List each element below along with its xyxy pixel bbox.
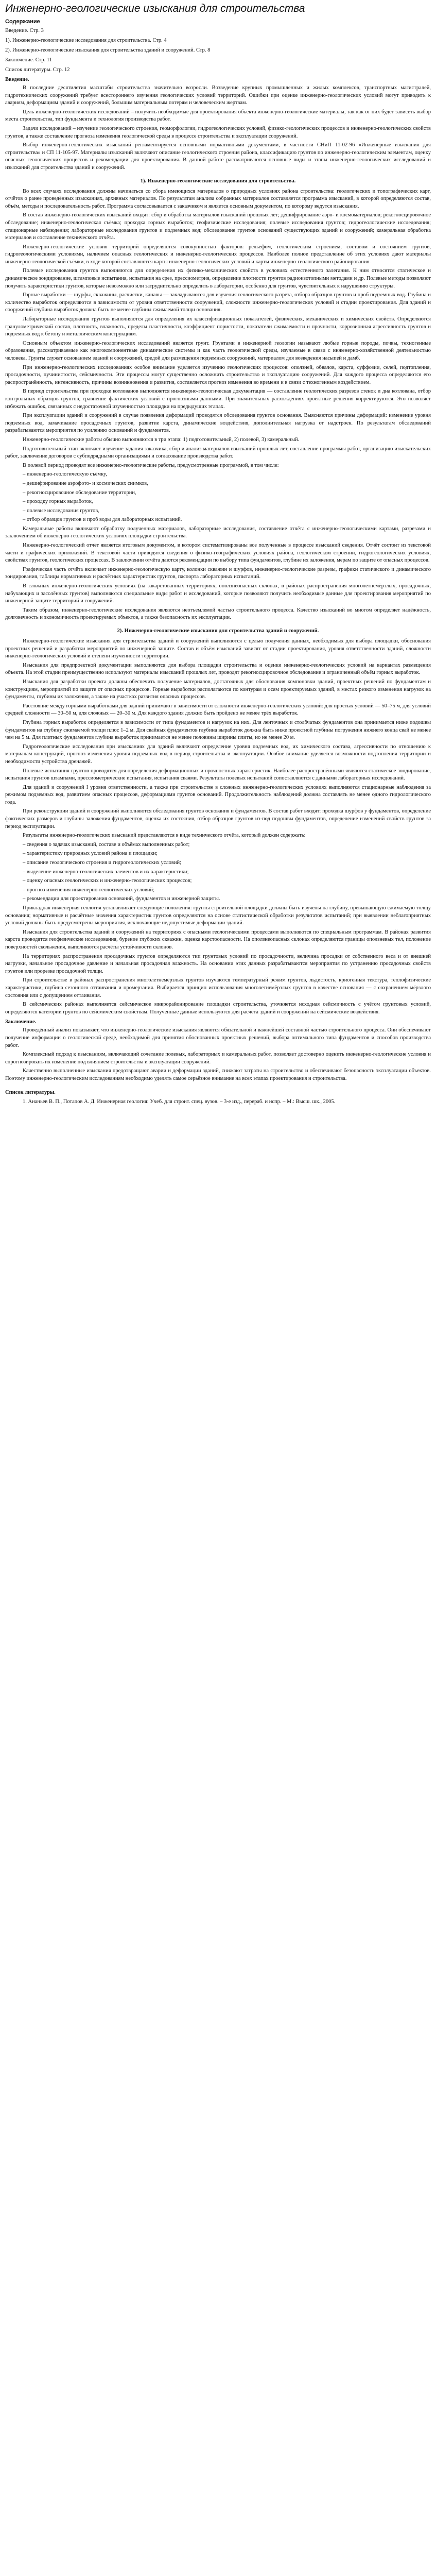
paragraph: На территориях распространения просадочных грунтов определяются тип грунтовых условий по просадочности, величина просадки от собственного веса и от внешней нагрузки, начальное просадочное давление и начальная просадочная влажность. На основании этих данных разрабатываются мероприятия по устранению просадочных свойств грунтов или прорезке просадочной толщи. — [5, 953, 431, 974]
paragraph: Расстояние между горными выработками для зданий принимают в зависимости от сложности инженерно-геологических условий: для простых условий — 50–75 м, для условий средней сложности — 30–50 м, для сложных — 20–30 м. Для каждого здания должно быть пройдено не менее трёх выработок. — [5, 703, 431, 717]
paragraph: Полевые исследования грунтов выполняются для определения их физико-механических свойств в условиях естественного залегания. К ним относятся статическое и динамическое зондирование, штамповые испытания, испытания на срез, прессиометрия, определение плотности грунтов радиоизотопными методами и др. Полевые методы позволяют получить характеристики грунтов, которые невозможно или затруднительно определить в лаборатории, особенно для грунтов, чувствительных к нарушению структуры. — [5, 268, 431, 289]
paragraph: Глубина горных выработок определяется в зависимости от типа фундаментов и нагрузок на них. Для ленточных и столбчатых фундаментов она принимается ниже подошвы фундаментов на глубину сжимаемой толщи плюс 1–2 м. Для свайных фундаментов глубина выработок должна быть ниже проектной глубины погружения нижнего конца свай не менее чем на 5 м. Для плитных фундаментов глубина выработок принимается не менее половины ширины плиты, но не менее 20 м. — [5, 719, 431, 741]
list-item: – оценку опасных геологических и инженерно-геологических процессов; — [23, 878, 192, 884]
paragraph: При инженерно-геологических исследованиях особое внимание уделяется изучению геологических процессов: оползней, обвалов, карста, суффозии, селей, подтопления, просадочности, пучинистости, сейсмичности. Эти процессы могут существенно осложнить строительство и эксплуатацию сооружений. Для каждого процесса определяются его распространённость, интенсивность, причины возникновения и развития, составляется прогноз изменения во времени и в связи с техногенным воздействием. — [5, 364, 431, 385]
paragraph: Инженерно-геологический отчёт является итоговым документом, в котором систематизированы все полученные в процессе изысканий сведения. Отчёт состоит из текстовой части и графических приложений. В текстовой части приводятся сведения о физико-географических условиях района, геологическом строении, гидрогеологических условиях, свойствах грунтов, геологических процессах. В заключении отчёта даются рекомендации по выбору типа фундаментов, глубине их заложения, мерам по защите от опасных процессов. — [5, 543, 431, 564]
paragraph: Графическая часть отчёта включает инженерно-геологическую карту, колонки скважин и шурфов, инженерно-геологические разрезы, графики статического и динамического зондирования, таблицы нормативных и расчётных характеристик грунтов, паспорта лабораторных испытаний. — [5, 566, 431, 580]
section-2 — [5, 628, 431, 1016]
document-title: Инженерно-геологические изыскания для строительства — [5, 3, 305, 14]
paragraph: Подготовительный этап включает изучение задания заказчика, сбор и анализ материалов изысканий прошлых лет, составление программы работ, организацию изыскательских работ, заключение договоров с субподрядными организациями и согласование производства работ. — [5, 446, 431, 460]
paragraph: В последние десятилетия масштабы строительства значительно возросли. Возведение крупных промышленных и жилых комплексов, транспортных магистралей, гидротехнических сооружений требует всестороннего изучения геологических условий территорий. Ошибки при оценке инженерно-геологических условий могут приводить к авариям, деформациям зданий и сооружений, большим материальным потерям и человеческим жертвам. — [5, 85, 431, 106]
reference-item: 1. Ананьев В. П., Потапов А. Д. Инженерная геология: Учеб. для строит. спец. вузов. – 3-е изд., перераб. и испр. – М.: Высш. шк., 2005. — [23, 1099, 336, 1105]
toc-item: 2). Инженерно-геологические изыскания для строительства зданий и сооружений. Стр. 8 — [5, 47, 211, 53]
list-item: – рекогносцировочное обследование территории, — [23, 489, 136, 496]
paragraph: Таким образом, инженерно-геологические исследования являются неотъемлемой частью строительного процесса. Качество изысканий во многом определяет надёжность, долговечность и экономичность проектируемых объектов, а также безопасность их эксплуатации. — [5, 607, 431, 621]
paragraph: В полевой период проводят все инженерно-геологические работы, предусмотренные программой, в том числе: — [23, 462, 279, 468]
toc-item: Список литературы. Стр. 12 — [5, 67, 70, 73]
table-of-contents — [5, 19, 431, 74]
paragraph: Лабораторные исследования грунтов выполняются для определения их классификационных показателей, физических, механических и химических свойств. Определяются гранулометрический состав, плотность, влажность, пределы пластичности, коэффициент пористости, показатели сжимаемости и прочности, коррозионная агрессивность грунтов и подземных вод к бетону и металлическим конструкциям. — [5, 316, 431, 337]
paragraph: Гидрогеологические исследования при изысканиях для зданий включают определение уровня подземных вод, их химического состава, агрессивности по отношению к материалам конструкций, прогноз изменения уровня подземных вод в период строительства и эксплуатации. Особое внимание уделяется возможности подтопления территории и необходимости устройства дренажей. — [5, 743, 431, 765]
toc-heading: Содержание — [5, 19, 40, 25]
paragraph: Изыскания для предпроектной документации выполняются для выбора площадки строительства и оценки инженерно-геологических условий на вариантах размещения объекта. На этой стадии преимущественно используют материалы изысканий прошлых лет, проводят рекогносцировочное обследование и ограниченный объём горных выработок. — [5, 662, 431, 676]
paragraph: Инженерно-геологические условия территорий определяются совокупностью факторов: рельефом, геологическим строением, составом и состоянием грунтов, гидрогеологическими условиями, наличием опасных геологических и инженерно-геологических процессов. Наиболее полное представление об этих условиях дают материалы инженерно-геологической съёмки, в ходе которой составляются карты инженерно-геологических условий и карты инженерно-геологического районирования. — [5, 244, 431, 265]
references-section — [5, 1090, 431, 1106]
paragraph: Проведённый анализ показывает, что инженерно-геологические изыскания являются обязательной и важнейшей составной частью строительного процесса. Они обеспечивают получение информации о геологической среде, необходимой для принятия обоснованных проектных решений, выбора оптимального типа фундаментов и способов производства работ. — [5, 1027, 431, 1048]
paragraph: Выбор инженерно-геологических изысканий регламентируется основными нормативными документами, в частности СНиП 11-02-96 «Инженерные изыскания для строительства» и СП 11-105-97. Материалы изысканий включают описание геологического строения района, классификацию грунтов по инженерно-геологическим элементам, оценку опасных геологических процессов и рекомендации для проектирования. В данной работе рассматриваются основные виды и этапы инженерно-геологических исследований и изысканий для строительства зданий и сооружений. — [5, 142, 431, 171]
paragraph: Результаты инженерно-геологических изысканий представляются в виде технического отчёта, который должен содержать: — [23, 833, 306, 839]
paragraph: В сейсмических районах выполняется сейсмическое микрорайонирование площадки строительства, уточняется исходная сейсмичность с учётом грунтовых условий, определяются категории грунтов по сейсмическим свойствам. Полученные данные используются для расчёта зданий и сооружений на сейсмические воздействия. — [5, 1002, 431, 1015]
conclusion-heading: Заключение. — [5, 1019, 37, 1025]
list-item: – дешифрирование аэрофото- и космических снимков, — [23, 480, 148, 486]
list-item: – описание геологического строения и гидрогеологических условий; — [23, 860, 181, 866]
paragraph: Инженерно-геологические изыскания для строительства зданий и сооружений выполняются с целью получения данных, необходимых для выбора площадки, обоснования проектных решений и разработки мероприятий по инженерной защите. Состав и объём изысканий зависят от стадии проектирования, уровня ответственности зданий, сложности инженерно-геологических условий и степени изученности территории. — [5, 638, 431, 659]
list-item: – полевые исследования грунтов, — [23, 507, 99, 514]
paragraph: Инженерно-геологические работы обычно выполняются в три этапа: 1) подготовительный, 2) полевой, 3) камеральный. — [23, 436, 300, 443]
introduction-heading: Введение. — [5, 77, 29, 82]
document-page — [0, 0, 436, 1109]
list-item: – характеристику природных условий района и площадки; — [23, 851, 158, 857]
paragraph: Основным объектом инженерно-геологических исследований является грунт. Грунтами в инженерной геологии называют любые горные породы, почвы, техногенные образования, рассматриваемые как многокомпонентные динамические системы и как часть геологической среды, изучаемые в связи с инженерно-хозяйственной деятельностью человека. Грунты служат основанием зданий и сооружений, средой для размещения подземных сооружений, материалом для возведения насыпей и дамб. — [5, 340, 431, 361]
paragraph: В сложных инженерно-геологических условиях (на закарстованных территориях, оползнеопасных склонах, в районах распространения многолетнемёрзлых, просадочных, набухающих и засолённых грунтов) выполняются специальные виды работ и исследований, которые позволяют получить необходимые данные для проектирования мероприятий по инженерной защите территорий и сооружений. — [5, 583, 431, 604]
list-item: – выделение инженерно-геологических элементов и их характеристики; — [23, 869, 189, 875]
paragraph: Комплексный подход к изысканиям, включающий сочетание полевых, лабораторных и камеральных работ, позволяет достоверно оценить инженерно-геологические условия и спрогнозировать их изменение под влиянием строительства и эксплуатации сооружений. — [5, 1052, 431, 1065]
section-heading: 1). Инженерно-геологические исследования для строительства. — [140, 178, 296, 184]
toc-item: 1). Инженерно-геологические исследования для строительства. Стр. 4 — [5, 38, 167, 43]
paragraph: Во всех случаях исследования должны начинаться со сбора имеющихся материалов о природных условиях района строительства: геологических и топографических карт, отчётов о ранее проведённых изысканиях, архивных материалов. По результатам анализа собранных материалов составляется программа изысканий, в которой определяются состав, объём, методы и последовательность работ. Программа согласовывается с заказчиком и является основным документом, по которому ведутся изыскания. — [5, 188, 431, 209]
paragraph: Полевые испытания грунтов проводятся для определения деформационных и прочностных характеристик. Наиболее распространёнными являются статическое зондирование, испытания грунтов штампами, прессиометрические испытания, испытания сваями. Результаты полевых испытаний сопоставляются с данными лабораторных исследований. — [5, 768, 431, 782]
paragraph: Горные выработки — шурфы, скважины, расчистки, канавы — закладываются для изучения геологического разреза, отбора образцов грунтов и проб подземных вод. Глубина и количество выработок определяются в зависимости от уровня ответственности сооружений, сложности инженерно-геологических условий и стадии проектирования. Для зданий и сооружений глубина выработок должна быть не менее глубины сжимаемой толщи основания. — [5, 292, 431, 313]
list-item: – инженерно-геологическую съёмку, — [23, 471, 107, 478]
list-item: – рекомендации для проектирования оснований, фундаментов и инженерной защиты. — [23, 896, 220, 902]
paragraph: Для зданий и сооружений I уровня ответственности, а также при строительстве в сложных инженерно-геологических условиях выполняются стационарные наблюдения за режимом подземных вод, развитием опасных процессов, деформациями грунтов оснований. Продолжительность наблюдений должна составлять не менее одного гидрологического года. — [5, 784, 431, 805]
paragraph: Прикладная инженерная геология устанавливает следующие положения: грунты строительной площадки должны быть изучены на глубину, превышающую сжимаемую толщу основания; нормативные и расчётные значения характеристик грунтов определяются на основе статистической обработки результатов испытаний; при выявлении неблагоприятных условий должны быть предусмотрены мероприятия, исключающие недопустимые деформации зданий. — [5, 905, 431, 926]
paragraph: При строительстве в районах распространения многолетнемёрзлых грунтов изучаются температурный режим грунтов, льдистость, криогенная текстура, теплофизические характеристики, глубина сезонного оттаивания и промерзания. Выбирается принцип использования многолетнемёрзлых грунтов в качестве основания — с сохранением мёрзлого состояния или с допущением оттаивания. — [5, 977, 431, 998]
list-item: – проходку горных выработок, — [23, 499, 93, 505]
paragraph: При реконструкции зданий и сооружений выполняются обследования грунтов основания и фундаментов. В состав работ входят: проходка шурфов у фундаментов, определение фактических размеров и глубины заложения фундаментов, оценка их состояния, отбор образцов грунтов из-под подошвы фундаментов, определение изменений свойств грунтов за период эксплуатации. — [5, 808, 431, 829]
section-1 — [5, 178, 431, 622]
toc-item: Заключение. Стр. 11 — [5, 57, 52, 63]
paragraph: Изыскания для разработки проекта должны обеспечить получение материалов, достаточных для обоснования компоновки зданий, проектных решений по фундаментам и конструкциям, мероприятий по защите от опасных процессов. Горные выработки располагаются по контурам и осям проектируемых зданий, в местах резкого изменения нагрузок на фундаменты, глубины их заложения, а также на участках развития опасных процессов. — [5, 679, 431, 700]
introduction-section — [5, 77, 431, 172]
list-item: – отбор образцов грунтов и проб воды для лабораторных испытаний. — [23, 517, 182, 523]
paragraph: Качественно выполненные изыскания предотвращают аварии и деформации зданий, снижают затраты на строительство и обеспечивают безопасность эксплуатации объектов. Поэтому инженерно-геологическим исследованиям необходимо уделять самое серьёзное внимание на всех этапах проектирования и строительства. — [5, 1068, 431, 1081]
paragraph: При эксплуатации зданий и сооружений в случае появления деформаций проводятся обследования грунтов основания. Выясняются причины деформаций: изменение уровня подземных вод, замачивание просадочных грунтов, развитие карста, динамические воздействия, дополнительная нагрузка от надстроек. По результатам обследований разрабатываются мероприятия по усилению оснований и фундаментов. — [5, 413, 431, 434]
references-heading: Список литературы. — [5, 1090, 56, 1096]
paragraph: В период строительства при проходке котлованов выполняется инженерно-геологическая документация — составление геологических разрезов стенок и дна котлована, отбор контрольных образцов грунтов, сравнение фактических условий с прогнозными данными. При значительных расхождениях проектные решения корректируются. Это позволяет избежать ошибок, связанных с недостаточной изученностью площадки на предыдущих этапах. — [5, 388, 431, 410]
paragraph: Изыскания для строительства зданий и сооружений на территориях с опасными геологическими процессами выполняются по специальным программам. В районах развития карста проводятся геофизические исследования, бурение глубоких скважин, оценка карстоопасности. На оползнеопасных склонах определяются границы оползневых тел, положение поверхностей скольжения, выполняются расчёты устойчивости склонов. — [5, 929, 431, 950]
toc-item: Введение. Стр. 3 — [5, 28, 44, 33]
paragraph: В состав инженерно-геологических изысканий входят: сбор и обработка материалов изысканий прошлых лет; дешифрирование аэро- и космоматериалов; рекогносцировочное обследование; инженерно-геологическая съёмка; проходка горных выработок; геофизические исследования; полевые исследования грунтов; гидрогеологические исследования; стационарные наблюдения; лабораторные исследования грунтов и подземных вод; обследование грунтов оснований существующих зданий и сооружений; камеральная обработка материалов и составление технического отчёта. — [5, 212, 431, 241]
paragraph: Камеральные работы включают обработку полученных материалов, лабораторные исследования, составление отчёта с инженерно-геологическими картами, разрезами и заключением об инженерно-геологических условиях площадки строительства. — [5, 526, 431, 539]
section-heading: 2). Инженерно-геологические изыскания для строительства зданий и сооружений. — [117, 628, 319, 634]
list-item: – прогноз изменения инженерно-геологических условий; — [23, 887, 155, 893]
paragraph: Задачи исследований – изучение геологического строения, геоморфологии, гидрогеологических условий, физико-геологических процессов и инженерно-геологических свойств грунтов, а также составление прогноза изменения геологической среды в процессе строительства и эксплуатации сооружений. — [5, 125, 431, 139]
conclusion-section — [5, 1019, 431, 1082]
paragraph: Цель инженерно-геологических исследований – получить необходимые для проектирования объекта инженерно-геологические материалы, так как от них будет зависеть выбор места строительства, тип фундамента и технология производства работ. — [5, 109, 431, 123]
list-item: – сведения о задачах изысканий, составе и объёмах выполненных работ; — [23, 841, 190, 848]
